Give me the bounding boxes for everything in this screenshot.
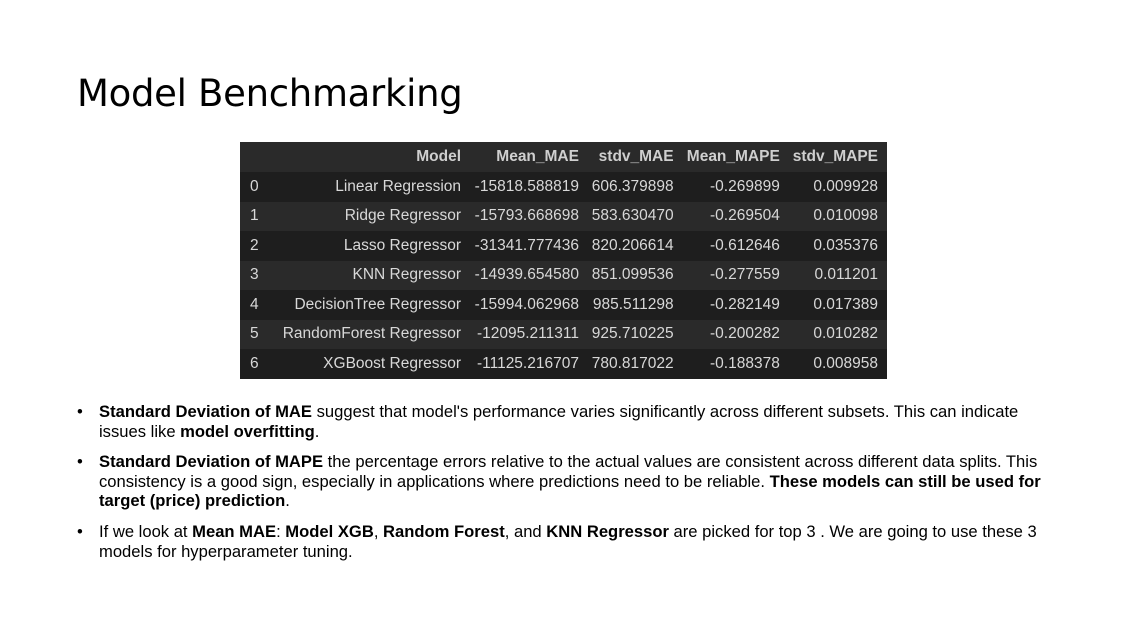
bullet-text: suggest that model's performance varies significantly across different subsets. This can indicate issues like [99, 402, 1019, 441]
table-row [240, 320, 887, 350]
bullet-text: : [276, 521, 286, 541]
bullet-text: , and [504, 521, 547, 541]
bullet-item [77, 402, 1067, 441]
bullet-emphasis: KNN Regressor [546, 521, 669, 541]
bullet-text: . [314, 421, 320, 441]
row-index: 5 [240, 320, 275, 350]
cell-mean-mape: -0.269899 [683, 172, 789, 202]
table-header-row [240, 142, 887, 172]
benchmark-table [240, 142, 887, 379]
cell-model: DecisionTree Regressor [275, 290, 470, 320]
bullet-text: are picked for top 3 . We are going to use these 3 models for hyperparameter tuning. [99, 521, 1037, 561]
table-row [240, 172, 887, 202]
cell-mean-mape: -0.269504 [683, 202, 789, 232]
bullet-dot-icon: • [77, 521, 83, 541]
bullet-emphasis: Model XGB [285, 521, 374, 541]
bullet-emphasis: Random Forest [383, 521, 505, 541]
cell-mean-mae: -12095.211311 [470, 320, 588, 350]
bullet-emphasis: These models can still be used for target (price) prediction [99, 471, 1041, 511]
cell-stdv-mape: 0.011201 [789, 261, 887, 291]
cell-mean-mape: -0.282149 [683, 290, 789, 320]
cell-stdv-mape: 0.035376 [789, 231, 887, 261]
column-header-stdv-mae: stdv_MAE [588, 142, 683, 172]
benchmark-table-container [240, 142, 887, 379]
cell-stdv-mae: 820.206614 [588, 231, 683, 261]
cell-model: KNN Regressor [275, 261, 470, 291]
cell-mean-mae: -31341.777436 [470, 231, 588, 261]
cell-model: Linear Regression [275, 172, 470, 202]
table-row [240, 202, 887, 232]
cell-mean-mape: -0.200282 [683, 320, 789, 350]
cell-mean-mae: -15793.668698 [470, 202, 588, 232]
cell-stdv-mape: 0.010098 [789, 202, 887, 232]
bullet-dot-icon: • [77, 402, 83, 421]
table-body [240, 172, 887, 379]
cell-stdv-mape: 0.008958 [789, 349, 887, 379]
table-row [240, 231, 887, 261]
findings-bullet-list [77, 402, 1067, 572]
column-header-mean-mae: Mean_MAE [470, 142, 588, 172]
column-header-stdv-mape: stdv_MAPE [789, 142, 887, 172]
row-index: 6 [240, 349, 275, 379]
bullet-text: If we look at [99, 521, 193, 541]
bullet-emphasis: model overfitting [180, 421, 315, 441]
cell-model: Ridge Regressor [275, 202, 470, 232]
table-row [240, 349, 887, 379]
cell-stdv-mape: 0.010282 [789, 320, 887, 350]
column-header-mean-mape: Mean_MAPE [683, 142, 789, 172]
bullet-emphasis: Mean MAE [192, 521, 277, 541]
cell-stdv-mae: 606.379898 [588, 172, 683, 202]
bullet-text: the percentage errors relative to the actual values are consistent across different data splits. This consistency is a good sign, especially in applications where predictions need to be reliable. [99, 452, 1038, 491]
cell-mean-mae: -11125.216707 [470, 349, 588, 379]
bullet-text: . [285, 491, 290, 511]
slide-title: Model Benchmarking [77, 72, 463, 115]
cell-stdv-mae: 985.511298 [588, 290, 683, 320]
bullet-item [77, 452, 1067, 511]
bullet-text: , [373, 521, 384, 541]
row-index: 3 [240, 261, 275, 291]
cell-stdv-mae: 925.710225 [588, 320, 683, 350]
cell-stdv-mae: 780.817022 [588, 349, 683, 379]
cell-mean-mae: -15818.588819 [470, 172, 588, 202]
cell-stdv-mape: 0.017389 [789, 290, 887, 320]
cell-model: Lasso Regressor [275, 231, 470, 261]
bullet-dot-icon: • [77, 452, 83, 472]
cell-mean-mape: -0.612646 [683, 231, 789, 261]
cell-stdv-mae: 851.099536 [588, 261, 683, 291]
table-row [240, 290, 887, 320]
cell-mean-mape: -0.277559 [683, 261, 789, 291]
bullet-emphasis: Standard Deviation of MAPE [99, 452, 324, 472]
cell-mean-mape: -0.188378 [683, 349, 789, 379]
row-index: 2 [240, 231, 275, 261]
row-index: 0 [240, 172, 275, 202]
cell-mean-mae: -15994.062968 [470, 290, 588, 320]
cell-stdv-mape: 0.009928 [789, 172, 887, 202]
row-index: 1 [240, 202, 275, 232]
bullet-item [77, 522, 1067, 561]
table-row [240, 261, 887, 291]
cell-stdv-mae: 583.630470 [588, 202, 683, 232]
bullet-emphasis: Standard Deviation of MAE [99, 402, 312, 421]
cell-model: XGBoost Regressor [275, 349, 470, 379]
column-header-model: Model [275, 142, 470, 172]
cell-model: RandomForest Regressor [275, 320, 470, 350]
cell-mean-mae: -14939.654580 [470, 261, 588, 291]
column-header-index [240, 142, 275, 172]
row-index: 4 [240, 290, 275, 320]
